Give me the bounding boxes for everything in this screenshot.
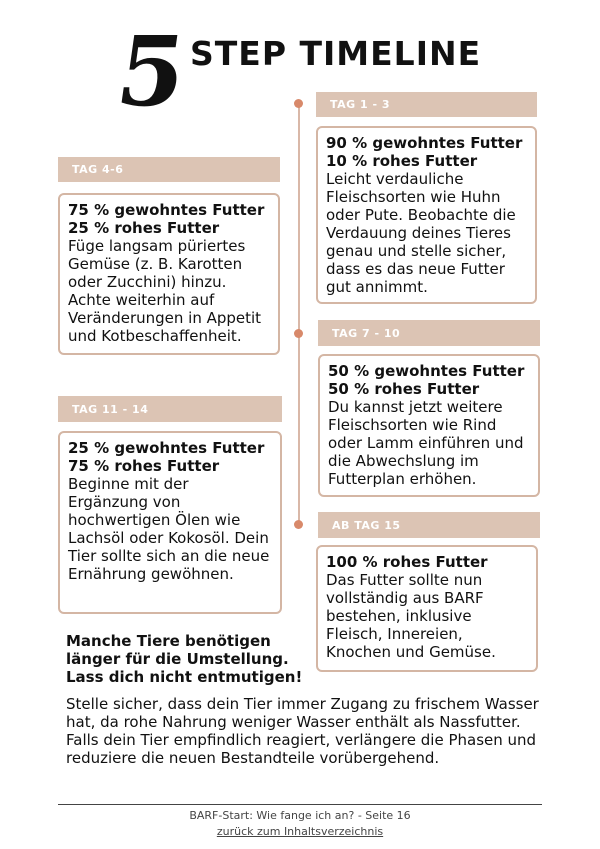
toc-link[interactable]: zurück zum Inhaltsverzeichnis — [216, 825, 384, 838]
title-number: 5 — [110, 15, 193, 128]
step-4-text: Beginne mit der Ergänzung von hochwertigen Ölen wie Lachsöl oder Kokosöl. Dein Tier sollte sich an die neue Ernährung gewöhnen. — [68, 475, 270, 583]
step-4-line1: 25 % gewohntes Futter — [68, 439, 265, 457]
step-5-text: Das Futter sollte nun vollständig aus BARF bestehen, inklusive Fleisch, Innereien, Knochen und Gemüse. — [326, 571, 496, 661]
step-1-line2: 10 % rohes Futter — [326, 152, 478, 170]
paragraph-sensitive: Falls dein Tier empfindlich reagiert, verlängere die Phasen und reduziere die neuen Bestandteile vorübergehend. — [66, 731, 537, 767]
step-2-line1: 75 % gewohntes Futter — [68, 201, 265, 219]
step-4-card — [58, 431, 282, 614]
timeline-dot — [294, 99, 303, 108]
paragraph-water: Stelle sicher, dass dein Tier immer Zugang zu frischem Wasser hat, da rohe Nahrung weniger Wasser enthält als Nassfutter. — [66, 695, 539, 731]
step-1-text: Leicht verdauliche Fleischsorten wie Huhn oder Pute. Beobachte die Verdauung deines Tieres genau und stelle sicher, dass es das neue Futter gut annimmt. — [326, 170, 516, 296]
step-2-card — [58, 193, 280, 355]
step-3-line2: 50 % rohes Futter — [328, 380, 480, 398]
step-3-text: Du kannst jetzt weitere Fleischsorten wie Rind oder Lamm einführen und die Abwechslung im Futterplan erhöhen. — [328, 398, 524, 488]
step-3-card — [318, 354, 540, 497]
step-3-label: TAG 7 - 10 — [318, 320, 540, 346]
encouragement-note: Manche Tiere benötigen länger für die Umstellung. Lass dich nicht entmutigen! — [66, 632, 303, 686]
step-2-text: Füge langsam püriertes Gemüse (z. B. Karotten oder Zucchini) hinzu. Achte weiterhin auf Veränderungen in Appetit und Kotbeschaffenheit. — [68, 237, 262, 345]
timeline-dot — [294, 520, 303, 529]
step-2-line2: 25 % rohes Futter — [68, 219, 220, 237]
step-1-card — [316, 126, 537, 304]
step-4-label: TAG 11 - 14 — [58, 396, 282, 422]
step-1-label: TAG 1 - 3 — [316, 92, 537, 117]
step-5-line1: 100 % rohes Futter — [326, 553, 488, 571]
step-2-label: TAG 4-6 — [58, 157, 280, 182]
footer-page-text: BARF-Start: Wie fange ich an? - Seite 16 — [189, 809, 411, 822]
body-paragraph — [66, 695, 546, 767]
step-4-line2: 75 % rohes Futter — [68, 457, 220, 475]
footer — [0, 808, 600, 840]
timeline-dot — [294, 329, 303, 338]
step-5-label: AB TAG 15 — [318, 512, 540, 538]
step-5-card — [316, 545, 538, 672]
step-1-line1: 90 % gewohntes Futter — [326, 134, 523, 152]
timeline-line — [298, 103, 300, 525]
page-title: STEP TIMELINE — [190, 34, 482, 73]
step-3-line1: 50 % gewohntes Futter — [328, 362, 525, 380]
footer-divider — [58, 804, 542, 805]
